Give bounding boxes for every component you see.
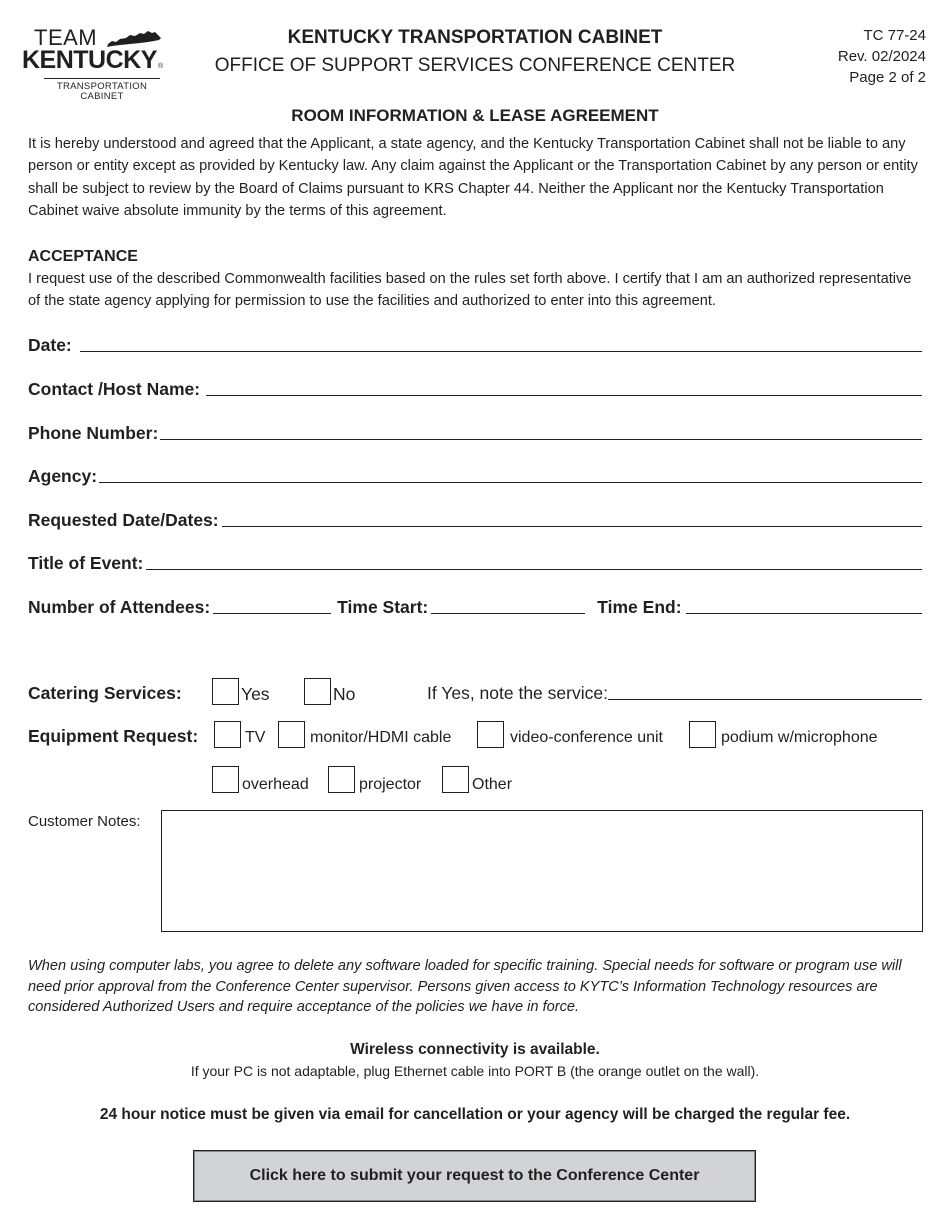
equipment-other-checkbox[interactable] [442, 766, 469, 793]
customer-notes-textarea[interactable] [161, 810, 923, 932]
office-subtitle: OFFICE OF SUPPORT SERVICES CONFERENCE CENTER [214, 55, 736, 76]
attendees-field[interactable] [213, 596, 331, 614]
wireless-instructions: If your PC is not adaptable, plug Ethernet cable into PORT B (the orange outlet on the wall). [190, 1063, 760, 1079]
contact-label: Contact /Host Name: [28, 379, 201, 399]
section-title: ROOM INFORMATION & LEASE AGREEMENT [291, 106, 659, 125]
acceptance-paragraph: I request use of the described Commonwealth facilities based on the rules set forth above. I certify that I am an authorized representative of the state agency applying for permission to use the facilities and authorized to enter into this agreement. [28, 271, 912, 310]
computer-lab-notice: When using computer labs, you agree to delete any software loaded for specific training. Special needs for software or program use will need prior approval from the Conference Center supervisor. Persons given access to KYTC’s Information Technology resources are considered Authorized Users and require acceptance of the policies we have in force. [28, 958, 902, 1015]
equipment-overhead-checkbox[interactable] [212, 766, 239, 793]
equipment-videoconf-checkbox[interactable] [477, 721, 504, 748]
catering-no-label: No [333, 684, 356, 704]
attendees-label: Number of Attendees: [28, 597, 211, 617]
event-title-row [28, 550, 922, 574]
logo-cabinet: CABINET [80, 91, 124, 102]
catering-note-row [427, 680, 922, 704]
contact-row [28, 376, 922, 400]
liability-paragraph: It is hereby understood and agreed that the Applicant, a state agency, and the Kentucky Transportation Cabinet shall not be liable to any person or entity except as provided by Kentucky law. Any claim against the Applicant or the Transportation Cabinet by any person or entity shall be subject to review by the Board of Claims pursuant to KRS Chapter 44. Neither the Applicant nor the Kentucky Transportation Cabinet waive absolute immunity by the terms of this agreement. [28, 136, 918, 219]
requested-dates-label: Requested Date/Dates: [28, 510, 219, 530]
date-field[interactable] [80, 334, 922, 352]
wireless-heading: Wireless connectivity is available. [350, 1041, 600, 1058]
logo-team-text: TEAM [34, 25, 98, 50]
time-end-label: Time End: [597, 597, 682, 617]
equipment-monitor-label: monitor/HDMI cable [310, 729, 452, 746]
phone-label: Phone Number: [28, 423, 159, 443]
page-number: Page 2 of 2 [849, 69, 926, 86]
event-title-field[interactable] [146, 552, 922, 570]
time-start-label: Time Start: [337, 597, 429, 617]
agency-row [28, 463, 922, 487]
logo-registered-mark: ® [158, 63, 164, 70]
requested-dates-field[interactable] [222, 509, 922, 527]
equipment-videoconf-label: video-conference unit [510, 729, 663, 746]
logo-divider [44, 78, 160, 79]
agency-title: KENTUCKY TRANSPORTATION CABINET [287, 27, 663, 48]
team-kentucky-logo [22, 26, 166, 102]
phone-field[interactable] [160, 422, 922, 440]
date-label: Date: [28, 335, 72, 355]
catering-note-label: If Yes, note the service: [427, 683, 608, 703]
form-number: TC 77-24 [863, 27, 926, 44]
date-row [28, 332, 922, 356]
equipment-tv-checkbox[interactable] [214, 721, 241, 748]
catering-yes-checkbox[interactable] [212, 678, 239, 705]
catering-yes-label: Yes [241, 684, 270, 704]
customer-notes-label: Customer Notes: [28, 813, 141, 830]
contact-field[interactable] [206, 378, 922, 396]
form-revision: Rev. 02/2024 [837, 48, 926, 65]
submit-request-button[interactable]: Click here to submit your request to the Conference Center [193, 1150, 756, 1202]
catering-note-field[interactable] [608, 682, 922, 700]
equipment-overhead-label: overhead [242, 776, 309, 793]
event-title-label: Title of Event: [28, 553, 144, 573]
equipment-podium-label: podium w/microphone [721, 729, 878, 746]
agency-label: Agency: [28, 466, 98, 486]
acceptance-heading: ACCEPTANCE [28, 248, 138, 265]
equipment-other-label: Other [472, 776, 513, 793]
requested-dates-row [28, 507, 922, 531]
time-start-field[interactable] [431, 596, 585, 614]
equipment-projector-checkbox[interactable] [328, 766, 355, 793]
equipment-tv-label: TV [245, 729, 266, 746]
equipment-monitor-checkbox[interactable] [278, 721, 305, 748]
logo-kentucky-text: KENTUCKY [22, 46, 157, 74]
attendees-time-row [28, 594, 922, 618]
cancellation-notice: 24 hour notice must be given via email for cancellation or your agency will be charged the regular fee. [99, 1106, 851, 1123]
time-end-field[interactable] [686, 596, 922, 614]
catering-label: Catering Services: [28, 683, 182, 703]
equipment-label: Equipment Request: [28, 726, 199, 746]
logo-transportation: TRANSPORTATION [56, 81, 148, 92]
agency-field[interactable] [99, 465, 922, 483]
catering-no-checkbox[interactable] [304, 678, 331, 705]
phone-row [28, 420, 922, 444]
equipment-projector-label: projector [359, 776, 422, 793]
equipment-podium-checkbox[interactable] [689, 721, 716, 748]
form-info [838, 25, 926, 88]
